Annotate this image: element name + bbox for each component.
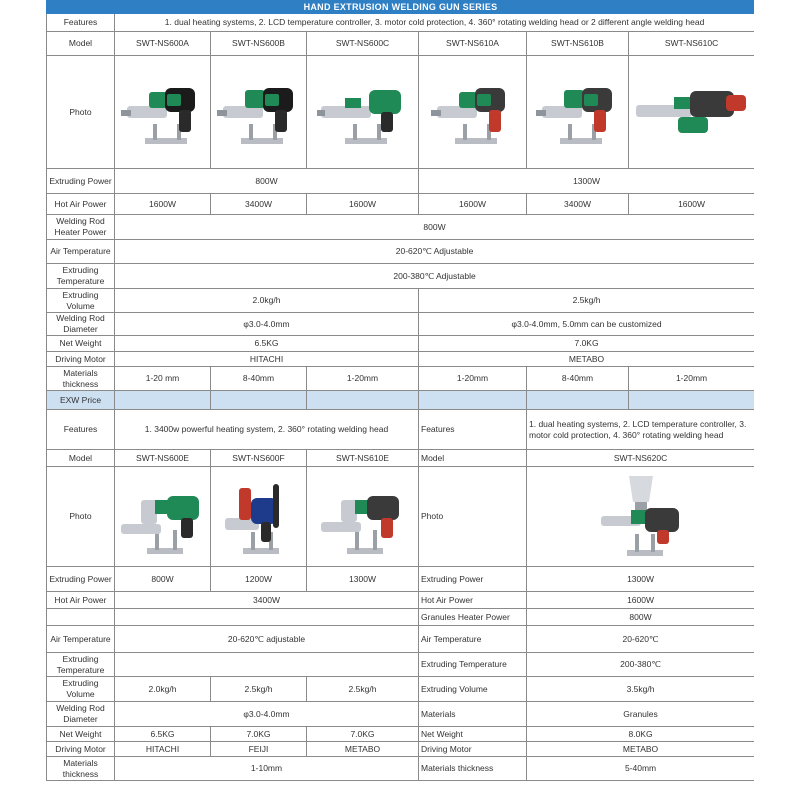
product-photo <box>419 56 527 169</box>
granules-heater-row <box>47 609 755 626</box>
motor-cell: METABO <box>527 742 755 757</box>
photo-row <box>47 56 755 169</box>
thickness-cell: 5-40mm <box>527 757 755 781</box>
hot-air-label: Hot Air Power <box>47 592 115 609</box>
rod-diam-row-2 <box>47 702 755 727</box>
air-temp-row <box>47 240 755 264</box>
thickness-label: Materials thickness <box>47 757 115 781</box>
product-photo <box>527 467 755 567</box>
weight-cell: 8.0KG <box>527 727 755 742</box>
thickness-label: Materials thickness <box>47 367 115 391</box>
weight-label: Net Weight <box>419 727 527 742</box>
weight-row <box>47 336 755 352</box>
empty-cell <box>47 609 115 626</box>
price-cell <box>211 391 307 410</box>
extruding-power-cell: 1300W <box>307 567 419 592</box>
extr-temp-cell: 200-380℃ <box>527 653 755 677</box>
air-temp-cell: 20-620℃ <box>527 626 755 653</box>
thickness-cell: 1-20mm <box>629 367 755 391</box>
features-row-2 <box>47 410 755 450</box>
rod-heater-cell: 800W <box>115 215 755 240</box>
model-cell: SWT-NS600F <box>211 450 307 467</box>
motor-cell: FEIJI <box>211 742 307 757</box>
hot-air-label: Hot Air Power <box>419 592 527 609</box>
volume-cell: 2.0kg/h <box>115 677 211 702</box>
welding-gun-image <box>319 474 407 560</box>
model-cell: SWT-NS610A <box>419 32 527 56</box>
air-temp-label: Air Temperature <box>419 626 527 653</box>
photo-label: Photo <box>47 56 115 169</box>
weight-label: Net Weight <box>47 727 115 742</box>
motor-label: Driving Motor <box>419 742 527 757</box>
rod-diam-cell: φ3.0-4.0mm <box>115 313 419 336</box>
features-text: 1. 3400w powerful heating system, 2. 360° rotating welding head <box>115 410 419 450</box>
thickness-cell: 1-20 mm <box>115 367 211 391</box>
model-row <box>47 32 755 56</box>
thickness-label: Materials thickness <box>419 757 527 781</box>
photo-label: Photo <box>419 467 527 567</box>
welding-gun-image <box>215 474 303 560</box>
rod-heater-row <box>47 215 755 240</box>
page-title: HAND EXTRUSION WELDING GUN SERIES <box>47 1 755 14</box>
volume-row <box>47 289 755 313</box>
air-temp-cell: 20-620℃ adjustable <box>115 626 419 653</box>
extruding-power-cell: 800W <box>115 169 419 194</box>
extr-temp-label: Extruding Temperature <box>47 264 115 289</box>
weight-cell: 6.5KG <box>115 336 419 352</box>
air-temp-label: Air Temperature <box>47 240 115 264</box>
extr-temp-cell: 200-380℃ Adjustable <box>115 264 755 289</box>
product-photo <box>115 467 211 567</box>
extruding-power-row-2 <box>47 567 755 592</box>
features-text: 1. dual heating systems, 2. LCD temperature controller, 3. motor cold protection, 4. 360° rotating welding head <box>527 410 755 450</box>
materials-cell: Granules <box>527 702 755 727</box>
rod-diam-label: Welding Rod Diameter <box>47 313 115 336</box>
product-photo <box>527 56 629 169</box>
motor-label: Driving Motor <box>47 352 115 367</box>
extruding-power-label: Extruding Power <box>47 567 115 592</box>
extruding-power-label: Extruding Power <box>419 567 527 592</box>
welding-gun-image <box>119 72 207 152</box>
extruding-power-label: Extruding Power <box>47 169 115 194</box>
extruding-power-cell: 1300W <box>527 567 755 592</box>
hot-air-cell: 1600W <box>307 194 419 215</box>
thickness-cell: 8-40mm <box>211 367 307 391</box>
model-cell: SWT-NS620C <box>527 450 755 467</box>
volume-cell: 2.0kg/h <box>115 289 419 313</box>
rod-diam-cell: φ3.0-4.0mm <box>115 702 419 727</box>
empty-cell <box>115 609 419 626</box>
model-label: Model <box>47 32 115 56</box>
product-photo <box>211 467 307 567</box>
product-photo <box>211 56 307 169</box>
weight-row-2 <box>47 727 755 742</box>
welding-gun-image <box>429 72 517 152</box>
volume-label: Extruding Volume <box>47 677 115 702</box>
weight-label: Net Weight <box>47 336 115 352</box>
weight-cell: 7.0KG <box>307 727 419 742</box>
welding-gun-image <box>634 77 750 147</box>
model-row-2 <box>47 450 755 467</box>
photo-label: Photo <box>47 467 115 567</box>
extr-temp-row <box>47 264 755 289</box>
rod-diam-cell: φ3.0-4.0mm, 5.0mm can be customized <box>419 313 755 336</box>
product-photo <box>629 56 755 169</box>
motor-label: Driving Motor <box>47 742 115 757</box>
volume-label: Extruding Volume <box>47 289 115 313</box>
motor-cell: HITACHI <box>115 742 211 757</box>
hot-air-row <box>47 194 755 215</box>
weight-cell: 6.5KG <box>115 727 211 742</box>
motor-cell: METABO <box>419 352 755 367</box>
model-label: Model <box>47 450 115 467</box>
rod-heater-label: Welding Rod Heater Power <box>47 215 115 240</box>
spec-sheet <box>46 0 754 800</box>
weight-cell: 7.0KG <box>419 336 755 352</box>
granules-heater-label: Granules Heater Power <box>419 609 527 626</box>
volume-row-2 <box>47 677 755 702</box>
air-temp-row-2 <box>47 626 755 653</box>
volume-cell: 2.5kg/h <box>211 677 307 702</box>
thickness-cell: 1-10mm <box>115 757 419 781</box>
extruding-power-cell: 1200W <box>211 567 307 592</box>
model-cell: SWT-NS610C <box>629 32 755 56</box>
volume-cell: 2.5kg/h <box>307 677 419 702</box>
product-photo <box>307 56 419 169</box>
price-row <box>47 391 755 410</box>
extruding-power-cell: 800W <box>115 567 211 592</box>
model-label: Model <box>419 450 527 467</box>
welding-gun-image <box>119 474 207 560</box>
hot-air-cell: 1600W <box>629 194 755 215</box>
extr-temp-cell <box>115 653 419 677</box>
motor-cell: HITACHI <box>115 352 419 367</box>
welding-gun-image <box>215 72 303 152</box>
thickness-cell: 1-20mm <box>419 367 527 391</box>
thickness-row-2 <box>47 757 755 781</box>
extr-temp-label: Extruding Temperature <box>47 653 115 677</box>
welding-gun-image <box>591 472 691 562</box>
price-cell <box>115 391 211 410</box>
features-label: Features <box>47 410 115 450</box>
motor-cell: METABO <box>307 742 419 757</box>
hot-air-label: Hot Air Power <box>47 194 115 215</box>
hot-air-cell: 3400W <box>527 194 629 215</box>
hot-air-cell: 1600W <box>419 194 527 215</box>
hot-air-cell: 1600W <box>115 194 211 215</box>
price-cell <box>419 391 527 410</box>
price-cell <box>527 391 629 410</box>
thickness-cell: 8-40mm <box>527 367 629 391</box>
price-cell <box>629 391 755 410</box>
photo-row-2 <box>47 467 755 567</box>
thickness-row <box>47 367 755 391</box>
hot-air-cell: 3400W <box>115 592 419 609</box>
volume-cell: 2.5kg/h <box>419 289 755 313</box>
welding-gun-image <box>534 72 622 152</box>
rod-diam-row <box>47 313 755 336</box>
air-temp-label: Air Temperature <box>47 626 115 653</box>
exw-price-label: EXW Price <box>47 391 115 410</box>
extr-temp-label: Extruding Temperature <box>419 653 527 677</box>
volume-cell: 3.5kg/h <box>527 677 755 702</box>
spec-table <box>46 0 754 781</box>
extruding-power-cell: 1300W <box>419 169 755 194</box>
air-temp-cell: 20-620℃ Adjustable <box>115 240 755 264</box>
features-label: Features <box>419 410 527 450</box>
weight-cell: 7.0KG <box>211 727 307 742</box>
model-cell: SWT-NS610B <box>527 32 629 56</box>
welding-gun-image <box>315 72 411 152</box>
model-cell: SWT-NS600B <box>211 32 307 56</box>
model-cell: SWT-NS610E <box>307 450 419 467</box>
motor-row <box>47 352 755 367</box>
volume-label: Extruding Volume <box>419 677 527 702</box>
hot-air-cell: 1600W <box>527 592 755 609</box>
extruding-power-row <box>47 169 755 194</box>
features-label: Features <box>47 14 115 32</box>
rod-diam-label: Welding Rod Diameter <box>47 702 115 727</box>
features-row <box>47 14 755 32</box>
title-row <box>47 1 755 14</box>
materials-label: Materials <box>419 702 527 727</box>
thickness-cell: 1-20mm <box>307 367 419 391</box>
model-cell: SWT-NS600A <box>115 32 211 56</box>
product-photo <box>115 56 211 169</box>
model-cell: SWT-NS600C <box>307 32 419 56</box>
price-cell <box>307 391 419 410</box>
hot-air-row-2 <box>47 592 755 609</box>
product-photo <box>307 467 419 567</box>
extr-temp-row-2 <box>47 653 755 677</box>
granules-heater-cell: 800W <box>527 609 755 626</box>
hot-air-cell: 3400W <box>211 194 307 215</box>
motor-row-2 <box>47 742 755 757</box>
features-text: 1. dual heating systems, 2. LCD temperature controller, 3. motor cold protection, 4. 360° rotating welding head or 2 different angle welding head <box>115 14 755 32</box>
model-cell: SWT-NS600E <box>115 450 211 467</box>
